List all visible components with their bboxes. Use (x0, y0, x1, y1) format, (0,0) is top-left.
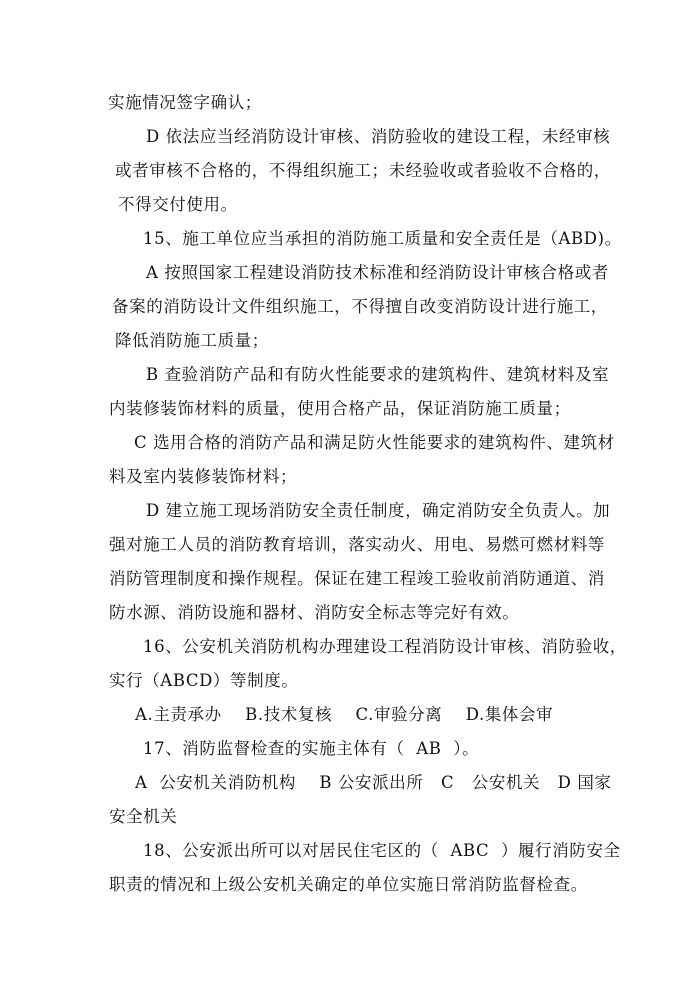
text-line: 18、公安派出所可以对居民住宅区的（ ABC ）履行消防安全 (143, 841, 621, 860)
text-line: 17、消防监督检查的实施主体有（ AB ）。 (143, 739, 480, 758)
text-line: 不得交付使用。 (118, 195, 238, 214)
text-line: A 按照国家工程建设消防技术标准和经消防设计审核合格或者 (146, 263, 609, 282)
text-line: 消防管理制度和操作规程。保证在建工程竣工验收前消防通道、消 (109, 569, 605, 588)
text-line: 料及室内装修装饰材料； (109, 467, 298, 486)
text-line: 15、施工单位应当承担的消防施工质量和安全责任是（ABD)。 (143, 229, 622, 248)
text-line: 实行（ABCD）等制度。 (109, 671, 299, 690)
text-line: 防水源、消防设施和器材、消防安全标志等完好有效。 (109, 603, 520, 622)
text-line: 16、公安机关消防机构办理建设工程消防设计审核、消防验收， (143, 637, 627, 656)
text-line: D 建立施工现场消防安全责任制度，确定消防安全负责人。加 (146, 501, 611, 520)
text-line: 强对施工人员的消防教育培训，落实动火、用电、易燃可燃材料等 (109, 535, 605, 554)
text-line: 或者审核不合格的，不得组织施工；未经验收或者验收不合格的， (115, 161, 611, 180)
text-line: 备案的消防设计文件组织施工，不得擅自改变消防设计进行施工， (112, 297, 608, 316)
text-line: 内装修装饰材料的质量，使用合格产品，保证消防施工质量； (109, 399, 571, 418)
text-line: A.主责承办 B.技术复核 C.审验分离 D.集体会审 (135, 705, 554, 724)
text-line: A 公安机关消防机构 B 公安派出所 C 公安机关 D 国家 (135, 773, 612, 792)
text-line: 降低消防施工质量； (115, 331, 269, 350)
text-line: C 选用合格的消防产品和满足防火性能要求的建筑构件、建筑材 (134, 433, 615, 452)
text-line: 安全机关 (109, 807, 178, 826)
text-line: D 依法应当经消防设计审核、消防验收的建设工程，未经审核 (146, 127, 611, 146)
text-line: 职责的情况和上级公安机关确定的单位实施日常消防监督检查。 (109, 875, 588, 894)
text-line: 实施情况签字确认； (108, 93, 262, 112)
text-line: B 查验消防产品和有防火性能要求的建筑构件、建筑材料及室 (146, 365, 610, 384)
